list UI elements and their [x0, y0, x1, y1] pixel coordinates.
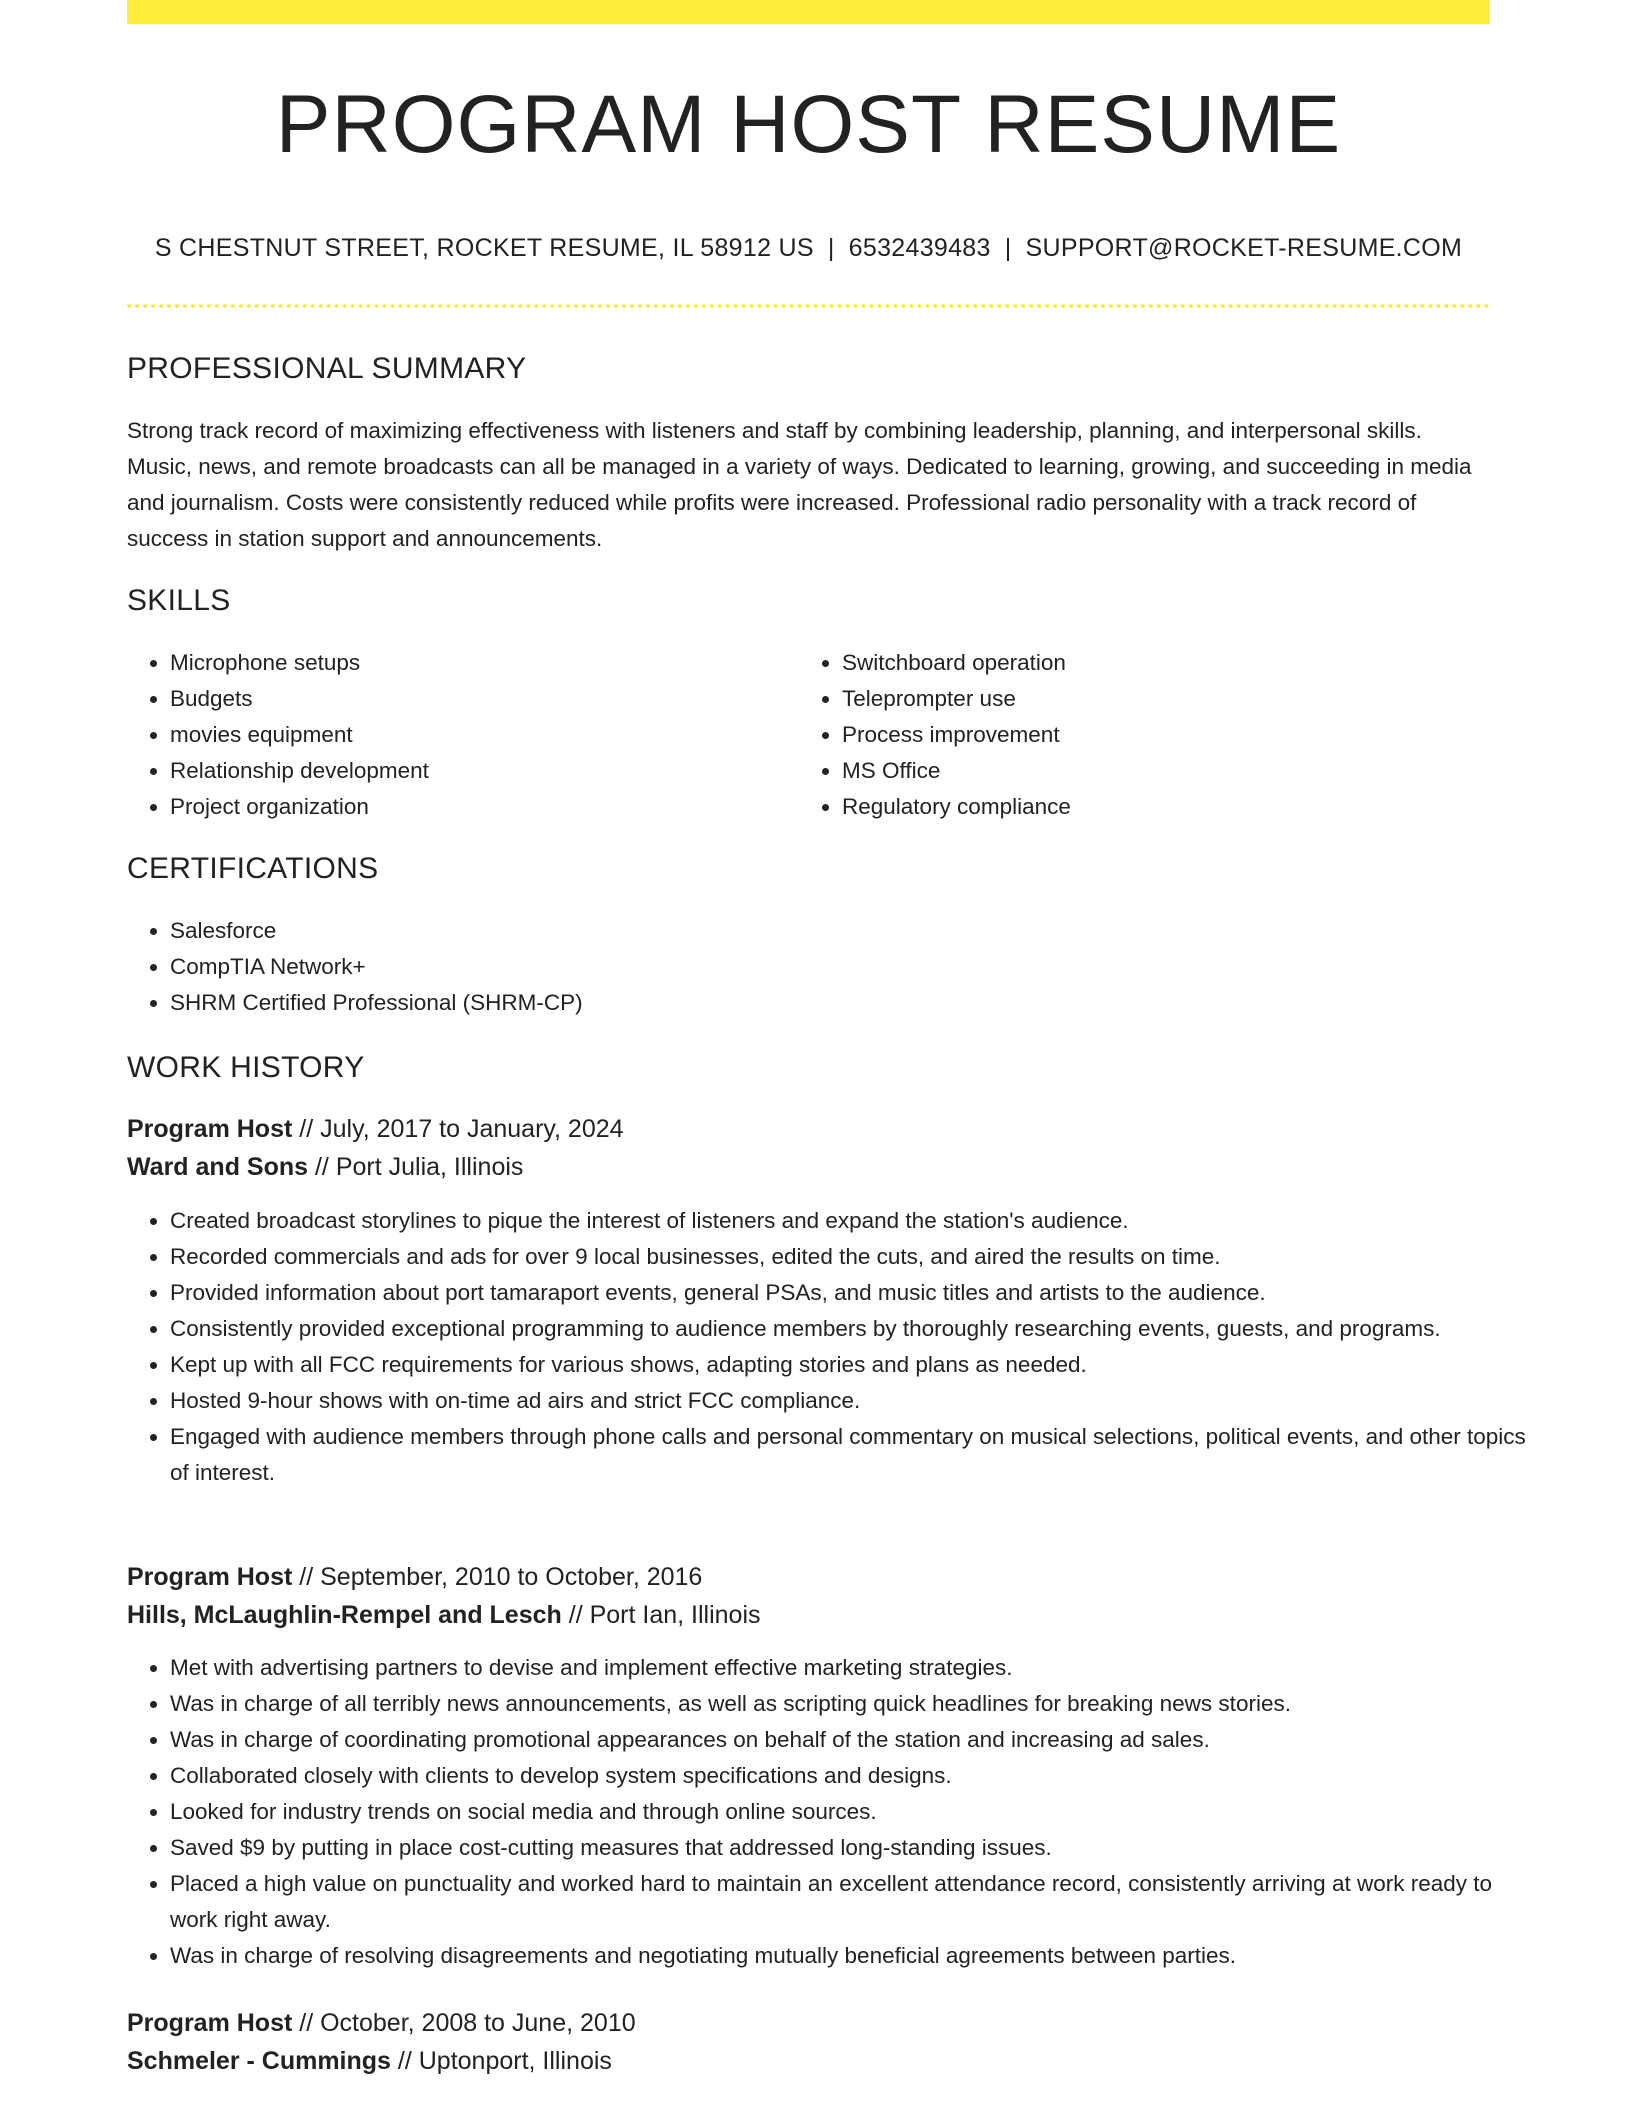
job-title-line [127, 1110, 624, 1148]
resume-title: PROGRAM HOST RESUME [275, 79, 1342, 170]
certifications-heading: CERTIFICATIONS [127, 852, 379, 885]
job-bullet: • Consistently provided exceptional programming to audience members by thoroughly researching events, guests, and programs. [170, 1311, 1533, 1347]
job-separator: // [292, 2009, 321, 2037]
dotted-divider [127, 304, 1490, 308]
job-separator: // [292, 1115, 321, 1143]
skill-item: • movies equipment [170, 717, 790, 753]
job-bullet: • Created broadcast storylines to pique the interest of listeners and expand the station's audience. [170, 1203, 1533, 1239]
job-bullet: • Hosted 9-hour shows with on-time ad airs and strict FCC compliance. [170, 1383, 1533, 1419]
contact-address: S CHESTNUT STREET, ROCKET RESUME, IL 58912 US [154, 234, 814, 262]
job-dates: July, 2017 to January, 2024 [320, 1115, 624, 1143]
job-bullets [127, 1650, 1533, 1974]
job-title: Program Host [127, 1115, 293, 1143]
skills-list-left [127, 645, 790, 825]
job-title-line [127, 1558, 702, 1596]
top-accent-bar [127, 0, 1490, 24]
skill-item: • Project organization [170, 789, 790, 825]
certification-item: • Salesforce [170, 913, 1470, 949]
job-bullet: • Saved $9 by putting in place cost-cutting measures that addressed long-standing issues. [170, 1830, 1533, 1866]
job-separator: // [561, 1601, 590, 1629]
contact-separator: | [827, 234, 835, 262]
skill-item: • Microphone setups [170, 645, 790, 681]
job-company-line [127, 1148, 523, 1186]
job-bullet: • Was in charge of all terribly news announcements, as well as scripting quick headlines for breaking news stories. [170, 1686, 1533, 1722]
summary-text: Strong track record of maximizing effectiveness with listeners and staff by combining leadership, planning, and interpersonal skills. Music, news, and remote broadcasts can all be managed in a variety of ways. Dedicated to learning, growing, and succeeding in media and journalism. Costs were consistently reduced while profits were increased. Professional radio personality with a track record of success in station support and announcements. [127, 418, 1472, 551]
job-bullet: • Engaged with audience members through phone calls and personal commentary on musical selections, political events, and other topics of interest. [170, 1419, 1533, 1491]
job-separator: // [390, 2047, 419, 2075]
job-bullet: • Was in charge of coordinating promotional appearances on behalf of the station and increasing ad sales. [170, 1722, 1533, 1758]
skill-item: • Switchboard operation [842, 645, 1462, 681]
job-bullet: • Looked for industry trends on social media and through online sources. [170, 1794, 1533, 1830]
contact-phone: 6532439483 [848, 234, 991, 262]
certification-item: • CompTIA Network+ [170, 949, 1470, 985]
job-title: Program Host [127, 2009, 293, 2037]
certification-item: • SHRM Certified Professional (SHRM-CP) [170, 985, 1470, 1021]
job-bullet: • Placed a high value on punctuality and worked hard to maintain an excellent attendance record, consistently arriving at work ready to work right away. [170, 1866, 1533, 1938]
job-location: Uptonport, Illinois [418, 2047, 612, 2075]
skills-heading: SKILLS [127, 584, 231, 617]
job-location: Port Ian, Illinois [589, 1601, 761, 1629]
job-bullet: • Kept up with all FCC requirements for various shows, adapting stories and plans as needed. [170, 1347, 1533, 1383]
work-history-heading: WORK HISTORY [127, 1051, 365, 1084]
job-dates: October, 2008 to June, 2010 [320, 2009, 636, 2037]
skill-item: • Process improvement [842, 717, 1462, 753]
job-bullet: • Recorded commercials and ads for over 9 local businesses, edited the cuts, and aired the results on time. [170, 1239, 1533, 1275]
job-bullet: • Provided information about port tamaraport events, general PSAs, and music titles and artists to the audience. [170, 1275, 1533, 1311]
job-title: Program Host [127, 1563, 293, 1591]
job-company: Hills, McLaughlin-Rempel and Lesch [127, 1601, 562, 1629]
skill-item: • MS Office [842, 753, 1462, 789]
summary-heading: PROFESSIONAL SUMMARY [127, 352, 527, 385]
job-company-line [127, 1596, 761, 1634]
job-bullet: • Collaborated closely with clients to develop system specifications and designs. [170, 1758, 1533, 1794]
job-bullet: • Was in charge of resolving disagreements and negotiating mutually beneficial agreements between parties. [170, 1938, 1533, 1974]
contact-line [127, 234, 1490, 263]
job-company: Ward and Sons [127, 1153, 309, 1181]
certifications-list [127, 913, 1470, 1021]
skill-item: • Teleprompter use [842, 681, 1462, 717]
skill-item: • Relationship development [170, 753, 790, 789]
job-dates: September, 2010 to October, 2016 [320, 1563, 703, 1591]
skills-list-right [799, 645, 1462, 825]
job-company-line [127, 2042, 612, 2080]
job-separator: // [308, 1153, 336, 1181]
job-title-line [127, 2004, 636, 2042]
contact-separator: | [1004, 234, 1012, 262]
skill-item: • Regulatory compliance [842, 789, 1462, 825]
job-bullets [127, 1203, 1533, 1491]
job-company: Schmeler - Cummings [127, 2047, 391, 2075]
job-bullet: • Met with advertising partners to devise and implement effective marketing strategies. [170, 1650, 1533, 1686]
job-location: Port Julia, Illinois [335, 1153, 524, 1181]
contact-email: SUPPORT@ROCKET-RESUME.COM [1025, 234, 1463, 262]
skill-item: • Budgets [170, 681, 790, 717]
job-separator: // [292, 1563, 321, 1591]
